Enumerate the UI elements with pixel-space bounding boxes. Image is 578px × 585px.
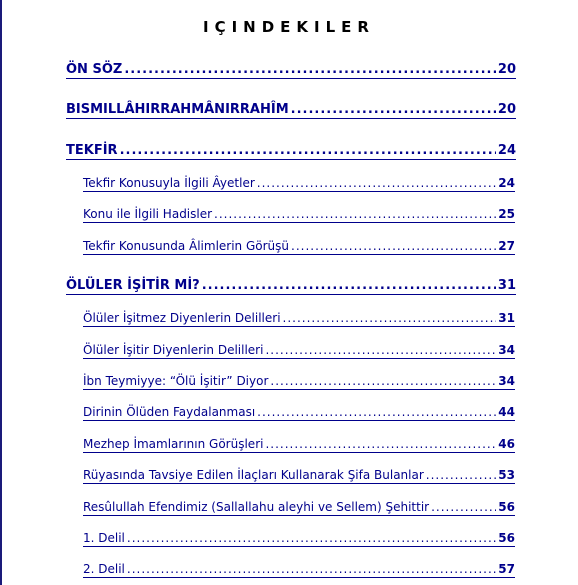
- toc-entry-label: ÖLÜLER İŞİTİR Mİ?: [66, 278, 200, 293]
- toc-entry-label: ÖN SÖZ: [66, 62, 123, 77]
- leader-dots: [265, 436, 496, 452]
- toc-entry-sehit[interactable]: [83, 499, 515, 516]
- toc-entry-ruya[interactable]: [83, 467, 515, 484]
- leader-dots: [127, 561, 496, 577]
- toc-entry-page: 20: [497, 62, 516, 77]
- toc-entry-oluler[interactable]: [66, 278, 516, 295]
- toc-entry-label: Ölüler İşitir Diyenlerin Delilleri: [83, 343, 264, 357]
- leader-dots: [291, 102, 496, 118]
- toc-entry-isitmez[interactable]: [83, 310, 515, 327]
- toc-entry-page: 34: [498, 343, 515, 357]
- toc-entry-faydalanma[interactable]: [83, 404, 515, 421]
- toc-entry-page: 25: [498, 207, 515, 221]
- toc-entry-tekfir-ayetler[interactable]: [83, 175, 515, 192]
- leader-dots: [426, 467, 497, 483]
- toc-entry-label: Rüyasında Tavsiye Edilen İlaçları Kullanarak Şifa Bulanlar: [83, 468, 424, 482]
- toc-entry-page: 34: [498, 374, 515, 388]
- toc-title: IÇINDEKILER: [203, 18, 375, 36]
- toc-entry-page: 24: [498, 176, 515, 190]
- toc-entry-isitir[interactable]: [83, 342, 515, 359]
- toc-entry-page: 44: [498, 405, 515, 419]
- toc-entry-label: Ölüler İşitmez Diyenlerin Delilleri: [83, 311, 281, 325]
- toc-entry-page: 31: [497, 278, 516, 293]
- toc-entry-page: 57: [498, 562, 515, 576]
- toc-entry-page: 31: [498, 311, 515, 325]
- toc-entry-label: Resûlullah Efendimiz (Sallallahu aleyhi ve Sellem) Şehittir: [83, 500, 430, 514]
- leader-dots: [127, 530, 496, 546]
- toc-entry-label: İbn Teymiyye: “Ölü İşitir” Diyor: [83, 374, 269, 388]
- toc-entry-label: 1. Delil: [83, 531, 125, 545]
- toc-entry-label: Dirinin Ölüden Faydalanması: [83, 405, 256, 419]
- toc-entry-tekfir[interactable]: [66, 143, 516, 160]
- leader-dots: [257, 175, 497, 191]
- leader-dots: [124, 62, 496, 78]
- toc-entry-page: 24: [497, 143, 516, 158]
- toc-entry-besmele[interactable]: [66, 102, 516, 119]
- leader-dots: [214, 206, 496, 222]
- toc-entry-label: TEKFİR: [66, 143, 118, 158]
- toc-entry-page: 56: [498, 531, 515, 545]
- toc-entry-delil-1[interactable]: [83, 530, 515, 547]
- leader-dots: [120, 143, 496, 159]
- toc-entry-label: Konu ile İlgili Hadisler: [83, 207, 213, 221]
- toc-entry-ibn-teymiyye[interactable]: [83, 373, 515, 390]
- leader-dots: [291, 238, 496, 254]
- toc-entry-label: 2. Delil: [83, 562, 125, 576]
- leader-dots: [283, 310, 497, 326]
- toc-entry-page: 20: [497, 102, 516, 117]
- toc-entry-page: 46: [498, 437, 515, 451]
- toc-entry-on-soz[interactable]: [66, 62, 516, 79]
- toc-entry-label: BISMILLÂHIRRAHMÂNIRRAHÎM: [66, 102, 289, 117]
- leader-dots: [265, 342, 496, 358]
- toc-entry-hadisler[interactable]: [83, 206, 515, 223]
- leader-dots: [270, 373, 496, 389]
- leader-dots: [257, 404, 496, 420]
- toc-entry-label: Tekfir Konusuyla İlgili Âyetler: [83, 176, 255, 190]
- toc-entry-label: Tekfir Konusunda Âlimlerin Görüşü: [83, 239, 290, 253]
- toc-entry-mezhep-imamlari[interactable]: [83, 436, 515, 453]
- leader-dots: [431, 499, 496, 515]
- toc-entry-label: Mezhep İmamlarının Görüşleri: [83, 437, 264, 451]
- toc-entry-page: 56: [498, 500, 515, 514]
- toc-entry-page: 27: [498, 239, 515, 253]
- toc-entry-page: 53: [498, 468, 515, 482]
- toc-entry-delil-2[interactable]: [83, 561, 515, 578]
- toc-entry-alimler[interactable]: [83, 238, 515, 255]
- leader-dots: [202, 278, 496, 294]
